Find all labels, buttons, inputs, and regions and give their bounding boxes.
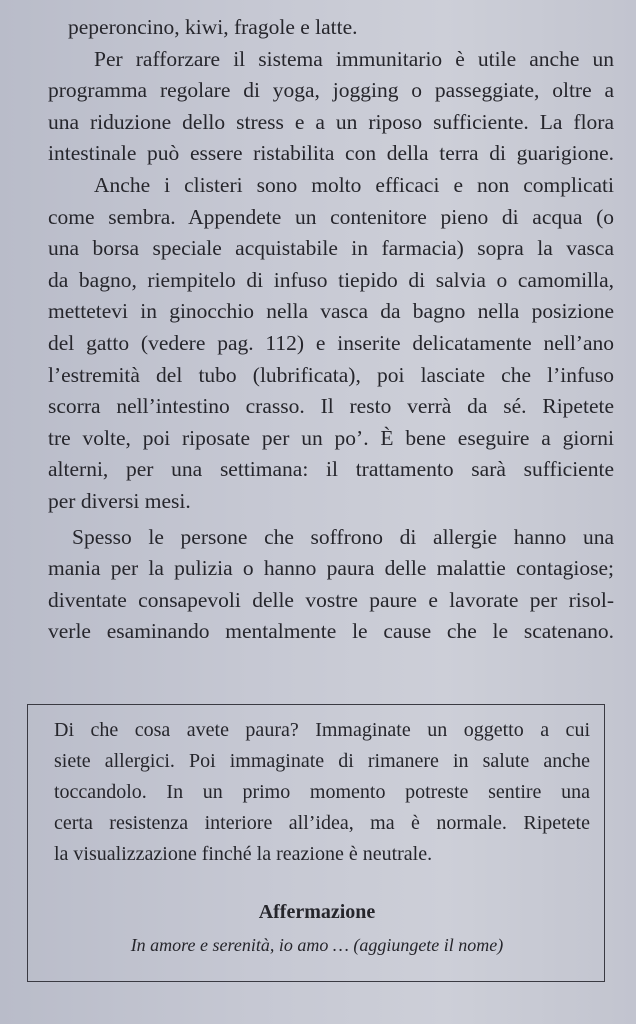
affirmation-text: In amore e serenità, io amo … (aggiungete il nome): [130, 935, 504, 955]
paragraph-line: alterni, per una settimana: il trattamento sarà sufficiente: [48, 457, 614, 482]
paragraph-line: da bagno, riempitelo di infuso tiepido di salvia o camomilla,: [48, 267, 614, 292]
affirmation-title: Affermazione: [258, 901, 376, 923]
paragraph-line: una riduzione dello stress e a un riposo sufficiente. La flora: [48, 109, 614, 134]
paragraph-line: programma regolare di yoga, jogging o passeggiate, oltre a: [48, 78, 614, 103]
paragraph-line: del gatto (vedere pag. 112) e inserite delicatamente nell’ano: [48, 330, 614, 355]
paragraph-line: intestinale può essere ristabilita con della terra di guarigione.: [48, 141, 614, 166]
paragraph-line: come sembra. Appendete un contenitore pieno di acqua (o: [48, 204, 614, 229]
paragraph-line: l’estremità del tubo (lubrificata), poi lasciate che l’infuso: [48, 362, 614, 387]
exercise-text: [54, 715, 590, 870]
box-line: Di che cosa avete paura? Immaginate un oggetto a cui: [54, 719, 590, 741]
paragraph-line: Per rafforzare il sistema immunitario è utile anche un: [94, 46, 614, 71]
exercise-box: [27, 704, 605, 982]
paragraph-line: mania per la pulizia o hanno paura delle malattie contagiose;: [48, 556, 614, 581]
body-text: [48, 12, 614, 648]
box-line: la visualizzazione finché la reazione è neutrale.: [54, 843, 433, 865]
paragraph-line: una borsa speciale acquistabile in farmacia) sopra la vasca: [48, 236, 614, 261]
paragraph-line: Spesso le persone che soffrono di allergie hanno una: [72, 524, 614, 549]
paragraph-line: Anche i clisteri sono molto efficaci e non complicati: [94, 172, 614, 197]
paragraph-line: mettetevi in ginocchio nella vasca da bagno nella posizione: [48, 299, 614, 324]
paragraph-line: diventate consapevoli delle vostre paure e lavorate per risol-: [48, 587, 614, 612]
paragraph-line: scorra nell’intestino crasso. Il resto verrà da sé. Ripetete: [48, 394, 614, 419]
paragraph-line: peperoncino, kiwi, fragole e latte.: [68, 15, 358, 39]
paragraph-line: per diversi mesi.: [48, 488, 191, 513]
box-line: siete allergici. Poi immaginate di rimanere in salute anche: [54, 750, 590, 772]
box-line: certa resistenza interiore all’idea, ma è normale. Ripetete: [54, 812, 590, 834]
paragraph-line: tre volte, poi riposate per un po’. È bene eseguire a giorni: [48, 425, 614, 450]
paragraph-line: verle esaminando mentalmente le cause che le scatenano.: [48, 619, 614, 644]
box-line: toccandolo. In un primo momento potreste sentire una: [54, 781, 590, 803]
